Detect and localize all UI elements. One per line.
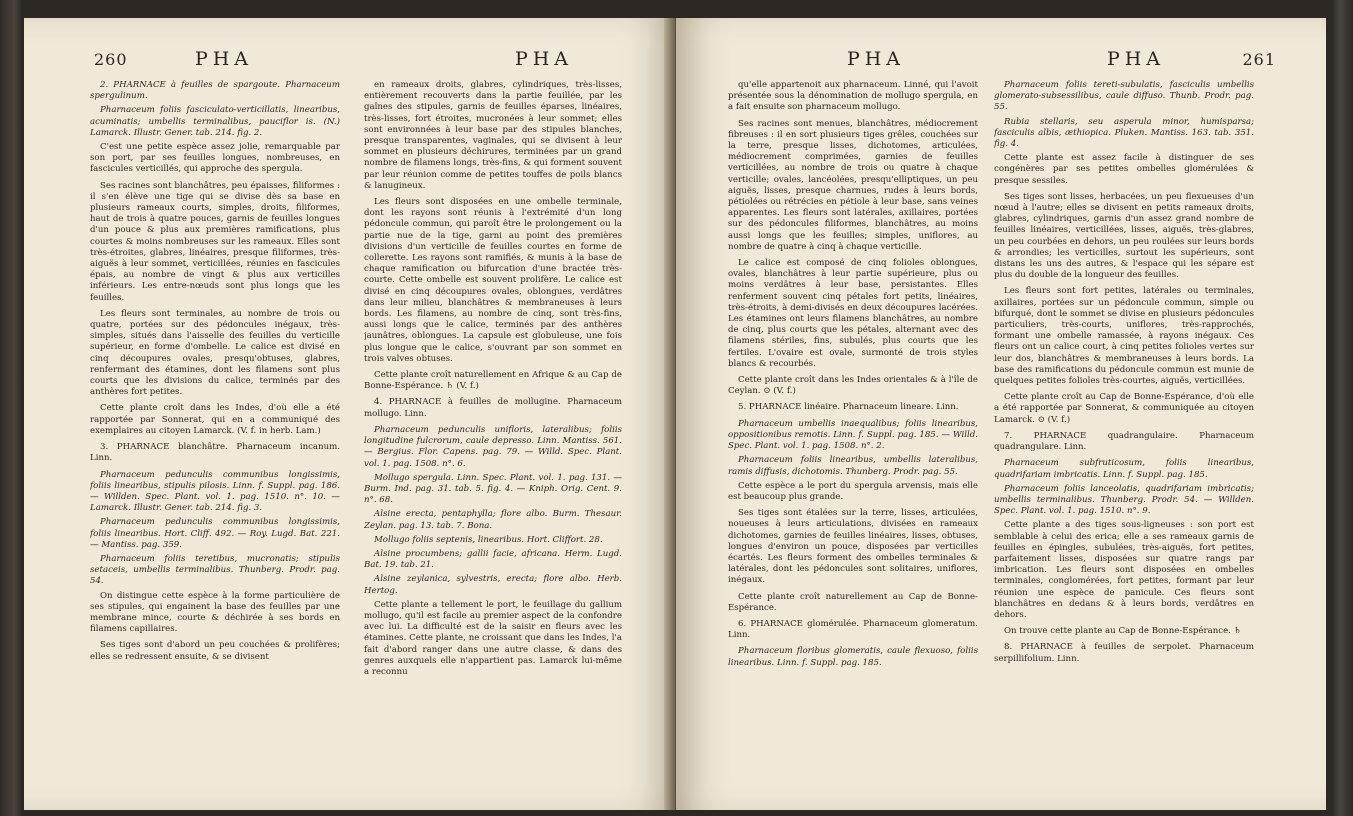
synonym-citation: Mollugo foliis septenis, linearibus. Hort. Cliffort. 28. — [374, 534, 603, 545]
synonym-citation: Pharnaceum subfruticosum, foliis linearibus, quadrifariam imbricatis. Linn. f. Suppl. pag. 185. — [994, 458, 1254, 480]
synonym-citation: Pharnaceum foliis lanceolatis, quadrifariam imbricatis; umbellis terminalibus. Thunberg. Prodr. 54. — Willden. Spec. Plant. vol. 1. pag. 1510. n°. 9. — [994, 483, 1254, 517]
right-column-1 — [728, 80, 978, 800]
body-paragraph: en rameaux droits, glabres, cylindriques, très-lisses, entièrement recouverts dans la partie feuillée, par les gaînes des stipules, garnis de feuilles éparses, linéaires, très-lisses, fort étroites, mucronées à leur sommet; elles sont environnées à leur base par des stipules blanches, presque transparentes, vaginales, qui se divisent à leur sommet en plusieurs déchirures, terminées par un grand nombre de filamens longs, très-fins, & qui forment souvent par leur réunion comme de petites touffes de poils blancs & lanugineux. — [364, 80, 622, 191]
body-paragraph: C'est une petite espèce assez jolie, remarquable par son port, par ses feuilles longues, nombreuses, en fascicules verticillés, qui approche des spergula. — [90, 142, 340, 175]
synonym-citation: Pharnaceum pedunculis communibus longissimis, foliis linearibus. Hort. Cliff. 492. — Roy. Lugd. Bat. 221. — Mantiss. pag. 359. — [90, 517, 340, 550]
species-heading: 8. PHARNACE à feuilles de serpolet. Pharnaceum serpillifolium. Linn. — [994, 642, 1254, 664]
synonym-citation: Alsine procumbens; gallii facie, africana. Herm. Lugd. Bat. 19. tab. 21. — [364, 548, 622, 571]
body-paragraph: Cette plante croît naturellement en Afrique & au Cap de Bonne-Espérance. ♄ (V. f.) — [364, 370, 622, 392]
synonym-citation: Pharnaceum foliis teretibus, mucronatis; stipulis setaceis, umbellis terminalibus. Thunberg. Prodr. pag. 54. — [90, 553, 340, 587]
running-head-right-2: PHA — [1106, 48, 1166, 70]
body-paragraph: Cette plante est assez facile à distinguer de ses congénères par ses petites ombelles glomérulées & presque sessiles. — [994, 153, 1254, 186]
body-paragraph: Les fleurs sont terminales, au nombre de trois ou quatre, portées sur des pédoncules inégaux, très-simples, situés dans l'aisselle des feuilles du verticille supérieur, en forme d'ombelle. Le calice est divisé en cinq découpures ovales, presqu'obtuses, glabres, renfermant des étamines, dont les filamens sont plus courts que les divisions du calice, terminés par des anthères fort petites. — [90, 308, 340, 398]
species-heading: 4. PHARNACE à feuilles de mollugine. Pharnaceum mollugo. Linn. — [364, 397, 622, 419]
body-paragraph: qu'elle appartenoit aux pharnaceum. Linné, qui l'avoit présentée sous la dénomination de mollugo spergula, en a fait ensuite son pharnaceum mollugo. — [728, 80, 978, 113]
body-paragraph: Cette plante croît dans les Indes orientales & à l'île de Ceylan. ⊙ (V. f.) — [728, 375, 978, 397]
synonym-citation: 2. PHARNACE à feuilles de spargoute. Pharnaceum spergulinum. — [90, 80, 340, 102]
species-heading: 5. PHARNACE linéaire. Pharnaceum lineare. Linn. — [738, 402, 959, 413]
synonym-citation: Pharnaceum foliis tereti-subulatis, fasciculis umbellis glomerato-subsessilibus, caule diffuso. Thunb. Prodr. pag. 55. — [994, 80, 1254, 113]
synonym-citation: Pharnaceum pedunculis unifloris, lateralibus; foliis longitudine fulcrorum, caule depresso. Linn. Mantiss. 561. — Bergius. Flor. Capens. pag. 79. — Willd. Spec. Plant. vol. 1. pag. 1508. n°. 6. — [364, 424, 622, 469]
left-column-2 — [364, 80, 622, 800]
right-running-head — [676, 48, 1326, 70]
running-head-right-1: PHA — [846, 48, 906, 70]
synonym-citation: Pharnaceum foliis linearibus, umbellis lateralibus, ramis diffusis, dichotomis. Thunberg. Prodr. pag. 55. — [728, 455, 978, 477]
page-number-right: 261 — [1242, 50, 1276, 69]
body-paragraph: Les fleurs sont fort petites, latérales ou terminales, axillaires, portées sur un pédoncule commun, simple ou bifurqué, dont le sommet se divise en plusieurs pédoncules particuliers, très-courts, uniflores, très-rapprochés, formant une ombelle ramassée, à rayons inégaux. Ces fleurs ont un calice court, à cinq petites folioles vertes sur leur dos, blanchâtres & membraneuses à leurs bords. La base des ramifications du pédoncule commun est munie de quelques petites folioles très-courtes, aiguës, verticillées. — [994, 286, 1254, 387]
left-column-1 — [90, 80, 340, 800]
body-paragraph: Ses tiges sont étalées sur la terre, lisses, articulées, noueuses à leurs articulations, divisées en rameaux dichotomes, garnies de feuilles linéaires, lisses, obtuses, longues d'environ un pouce, disposées par verticilles écartés. Les fleurs forment des ombelles terminales & latérales, dont les pédoncules sont solitaires, uniflores, inégaux. — [728, 508, 978, 586]
body-paragraph: Cette plante a des tiges sous-ligneuses : son port est semblable à celui des erica; elle a ses rameaux garnis de feuilles en épingles, subulées, très-aiguës, fort petites, parfaitement lisses, disposées sur quatre rangs par imbrication. Les fleurs sont disposées en ombelles terminales, conglomérées, fort petites, formant par leur réunion une espèce de panicule. Ces fleurs sont blanchâtres en dedans & à leurs bords, verdâtres en dehors. — [994, 520, 1254, 620]
body-paragraph: Le calice est composé de cinq folioles oblongues, ovales, blanchâtres à leur partie supérieure, plus ou moins verdâtres à leur base, persistantes. Elles renferment souvent cinq pétales fort petits, linéaires, très-étroits, à demi-divisés en deux découpures lacérées. Les étamines ont leurs filamens blanchâtres, au nombre de cinq, plus courts que les pétales, alternant avec des filamens stériles, fins, subulés, plus courts que les fertiles. L'ovaire est ovale, surmonté de trois styles blancs & recourbés. — [728, 258, 978, 369]
body-paragraph: Ses tiges sont lisses, herbacées, un peu flexueuses d'un nœud à l'autre; elles se divisent en petits rameaux droits, glabres, cylindriques, garnis d'un assez grand nombre de feuilles linéaires, verticillées, lisses, aiguës, très-glabres, un peu courbées en dehors, un peu roulées sur leurs bords & arrondies; les verticilles, surtout les supérieurs, sont distans les uns des autres, & l'espace qui les sépare est plus du double de la longueur des feuilles. — [994, 191, 1254, 281]
synonym-citation: Alsine erecta, pentaphylla; flore albo. Burm. Thesaur. Zeylan. pag. 13. tab. 7. Bona. — [364, 509, 622, 531]
synonym-citation: Alsine zeylanica, sylvestris, erecta; flore albo. Herb. Hertog. — [364, 574, 622, 596]
body-paragraph: Ses tiges sont d'abord un peu couchées & prolifères; elles se redressent ensuite, & se divisent — [90, 640, 340, 662]
synonym-citation: Pharnaceum floribus glomeratis, caule flexuoso, foliis linearibus. Linn. f. Suppl. pag. 185. — [728, 646, 978, 668]
body-paragraph: Les fleurs sont disposées en une ombelle terminale, dont les rayons sont réunis à l'extrémité d'un long pédoncule commun, qui paroît être le prolongement ou la partie nue de la tige, garni au point des premières divisions d'un verticille de feuilles courtes en forme de collerette. Les rayons sont ramifiés, & munis à la base de chaque ramification ou bifurcation d'une bractée très-courte. Cette ombelle est souvent prolifère. Le calice est divisé en cinq découpures ovales, oblongues, verdâtres dans leur milieu, blanchâtres & membraneuses à leurs bords. Les filamens, au nombre de cinq, sont très-fins, aussi longs que le calice, terminés par des anthères jaunâtres, oblongues. La capsule est globuleuse, une fois plus longue que le calice, s'ouvrant par son sommet en trois valves obtuses. — [364, 197, 622, 364]
running-head-left-1: PHA — [194, 48, 254, 70]
left-running-head — [24, 48, 674, 70]
synonym-citation: Pharnaceum pedunculis communibus longissimis, foliis linearibus, stipulis pilosis. Linn. f. Suppl. pag. 186. — Willden. Spec. Plant. vol. 1. pag. 1510. n°. 10. — Lamarck. Illustr. Gener. tab. 214. fig. 3. — [90, 469, 340, 514]
synonym-citation: Pharnaceum foliis fasciculato-verticillatis, linearibus, acuminatis; umbellis terminalibus, pauciflor is. (N.) Lamarck. Illustr. Gener. tab. 214. fig. 2. — [90, 105, 340, 138]
page-number-left: 260 — [94, 50, 128, 69]
synonym-citation: Mollugo spergula. Linn. Spec. Plant. vol. 1. pag. 131. — Burm. Ind. pag. 31. tab. 5. fig. 4. — Kniph. Orig. Cent. 9. n°. 68. — [364, 472, 622, 506]
body-paragraph: Ses racines sont menues, blanchâtres, médiocrement fibreuses : il en sort plusieurs tiges grêles, couchées sur la terre, presque lisses, dichotomes, articulées, médiocrement comprimées, garnies de feuilles verticillées, au nombre de trois ou quatre à chaque verticille; ovales, lancéolées, presqu'elliptiques, un peu aiguës, lisses, presque charnues, rudes à leurs bords, pétiolées ou rétrécies en pétiole à leur base, sans veines apparentes. Les fleurs sont latérales, axillaires, portées sur des pédoncules filiformes, blanchâtres, au moins aussi longs que les feuilles; simples, uniflores, au nombre de quatre à cinq à chaque verticille. — [728, 118, 978, 252]
species-heading: 7. PHARNACE quadrangulaire. Pharnaceum quadrangulare. Linn. — [994, 430, 1254, 453]
body-paragraph: On distingue cette espèce à la forme particulière de ses stipules, qui engainent la base des feuilles par une membrane mince, courte & déchirée à ses bords en filamens capillaires. — [90, 590, 340, 635]
synonym-citation: Rubia stellaris, seu asperula minor, humisparsa; fasciculis albis, æthiopica. Pluken. Mantiss. 163. tab. 351. fig. 4. — [994, 116, 1254, 150]
body-paragraph: Cette plante croît naturellement au Cap de Bonne-Espérance. — [728, 591, 978, 613]
body-paragraph: Cette plante croît au Cap de Bonne-Espérance, d'où elle a été rapportée par Sonnerat, & communiquée au citoyen Lamarck. ⊙ (V. f.) — [994, 392, 1254, 425]
species-heading: 6. PHARNACE glomérulée. Pharnaceum glomeratum. Linn. — [728, 618, 978, 641]
species-heading: 3. PHARNACE blanchâtre. Pharnaceum incanum. Linn. — [90, 442, 340, 464]
left-page — [24, 18, 674, 810]
right-column-2 — [994, 80, 1254, 800]
body-paragraph: Cette plante a tellement le port, le feuillage du gallium mollugo, qu'il est facile au premier aspect de la confondre avec lui. La difficulté est de la saisir en fleurs avec les étamines. Cette plante, ne croissant que dans les Indes, l'a fait d'abord ranger dans une autre classe, & dans des genres auxquels elle n'appartient pas. Lamarck lui-même a reconnu — [364, 599, 622, 677]
synonym-citation: Pharnaceum umbellis inaequalibus; foliis linearibus, oppositionibus remotis. Linn. f. Suppl. pag. 185. — Willd. Spec. Plant. vol. 1. pag. 1508. n°. 2. — [728, 418, 978, 452]
body-paragraph: Cette espèce a le port du spergula arvensis, mais elle est beaucoup plus grande. — [728, 480, 978, 502]
right-page — [676, 18, 1326, 810]
body-paragraph: Cette plante croît dans les Indes, d'où elle a été rapportée par Sonnerat, qui en a communiqué des exemplaires au citoyen Lamarck. (V. f. in herb. Lam.) — [90, 403, 340, 436]
body-paragraph: Ses racines sont blanchâtres, peu épaisses, filiformes : il s'en élève une tige qui se divise dès sa base en plusieurs rameaux courts, simples, droits, filiformes, haut de trois à quatre pouces, garnis de feuilles longues d'un pouce & plus aux premières ramifications, plus courtes & moins nombreuses sur les rameaux. Elles sont très-étroites, glabres, linéaires, presque filiformes, très-aiguës à leur sommet, verticillées, réunies en fascicules épais, au nombre de vingt & plus aux verticilles inférieurs. Les entre-nœuds sont plus longs que les feuilles. — [90, 180, 340, 303]
running-head-left-2: PHA — [514, 48, 574, 70]
body-paragraph: On trouve cette plante au Cap de Bonne-Espérance. ♄ — [1004, 626, 1242, 637]
